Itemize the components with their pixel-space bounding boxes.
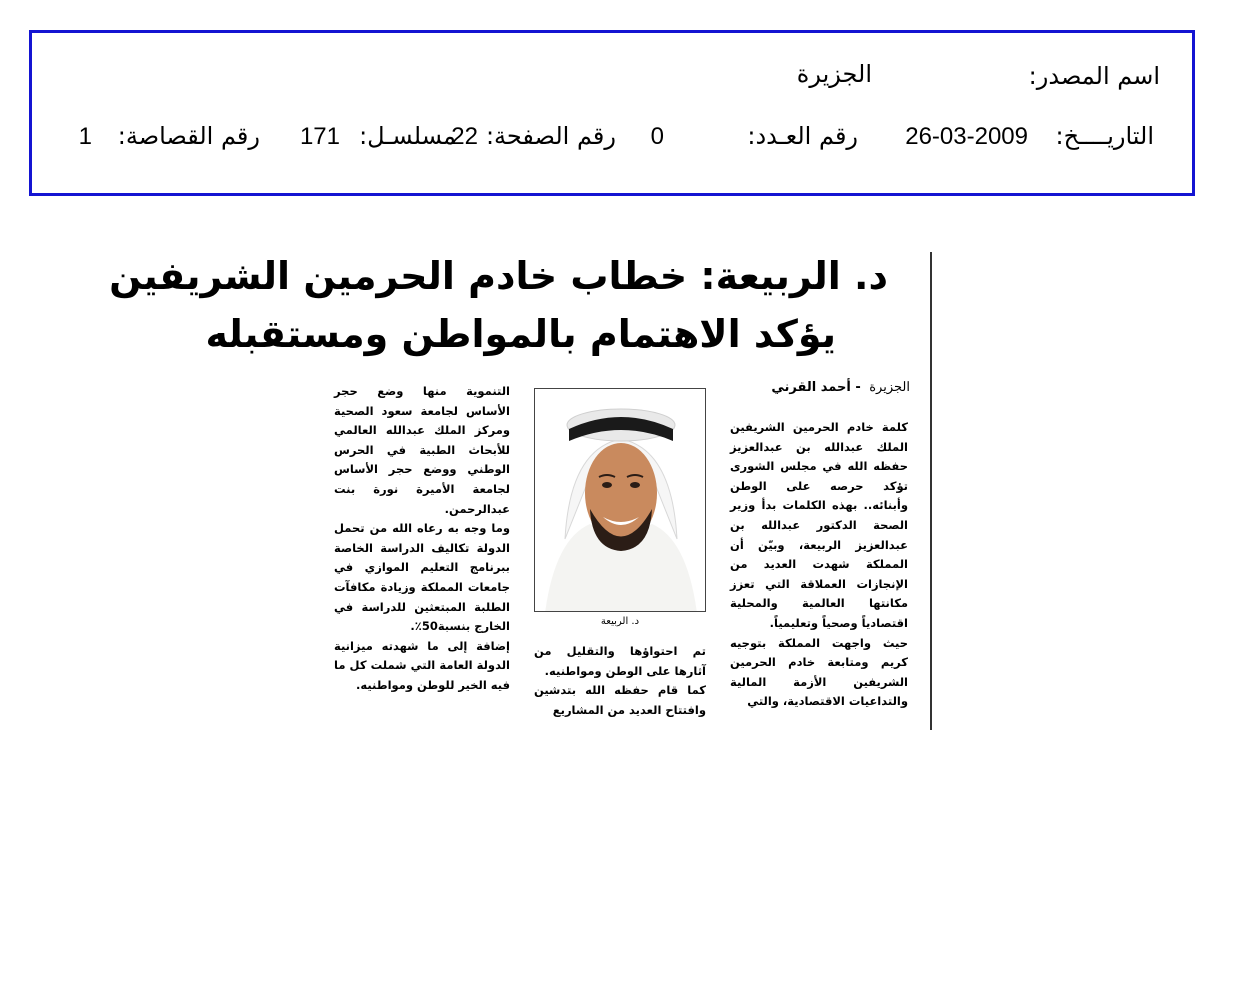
article-column-3: التنموية منها وضع حجر الأساس لجامعة سعود الصحية ومركز الملك عبدالله العالمي للأبحاث الطبية في الحرس الوطني ووضع حجر الأساس لجامعة الأميرة نورة بنت عبدالرحمن. وما وجه به رعاه الله من تحمل الدولة تكاليف الدراسة الخاصة ببرنامج التعليم الموازي في جامعات المملكة وزيادة مكافآت الطلبة المبتعثين للدراسة في الخارج بنسبة50٪. إضافة إلى ما شهدته ميزانية الدولة العامة التي شملت كل ما فيه الخير للوطن ومواطنيه. — [334, 384, 510, 692]
serial-value: 171 — [299, 123, 340, 150]
page-value: 22 — [451, 123, 478, 150]
byline-author: أحمد القرني — [771, 380, 851, 395]
portrait-illustration — [535, 389, 706, 612]
article-column-2: تم احتواؤها والتقليل من آثارها على الوطن ومواطنيه. كما قام حفظه الله بتدشين وافتتاح العديد من المشاريع — [534, 644, 706, 717]
byline-source: الجزيرة — [869, 380, 910, 395]
issue-label: رقم العـدد: — [747, 122, 858, 150]
byline — [770, 380, 910, 395]
serial-label: مسلسـل: — [359, 122, 456, 150]
clip-label: رقم القصاصة: — [117, 122, 260, 150]
column-divider — [930, 252, 932, 730]
headline-line-1: د. الربيعة: خطاب خادم الحرمين الشريفين — [109, 254, 888, 298]
source-value: الجزيرة — [796, 60, 872, 88]
photo-caption: د. الربيعة — [600, 616, 640, 627]
date-label: التاريــــخ: — [1055, 122, 1154, 150]
photo — [534, 388, 706, 612]
clip-value: 1 — [78, 123, 92, 150]
clipping-metadata-box — [29, 30, 1195, 196]
page-label: رقم الصفحة: — [485, 122, 616, 150]
date-value: 26-03-2009 — [905, 123, 1028, 150]
byline-separator: - — [855, 380, 861, 395]
headline-line-2: يؤكد الاهتمام بالمواطن ومستقبله — [205, 312, 836, 356]
article-column-1: كلمة خادم الحرمين الشريفين الملك عبدالله بن عبدالعزيز حفظه الله في مجلس الشورى تؤكد حرصه على الوطن وأبنائه.. بهذه الكلمات بدأ وزير الصحة الدكتور عبدالله بن عبدالعزيز الربيعة، وبيّن أن المملكة شهدت العديد من الإنجازات العملاقة التي تعزز مكانتها العالمية والمحلية اقتصادياً وصحياً وتعليمياً. حيث واجهت المملكة بتوجيه كريم ومتابعة خادم الحرمين الشريفين الأزمة المالية والتداعيات الاقتصادية، والتي — [730, 420, 908, 709]
issue-value: 0 — [650, 123, 664, 150]
source-label: اسم المصدر: — [1028, 62, 1160, 90]
